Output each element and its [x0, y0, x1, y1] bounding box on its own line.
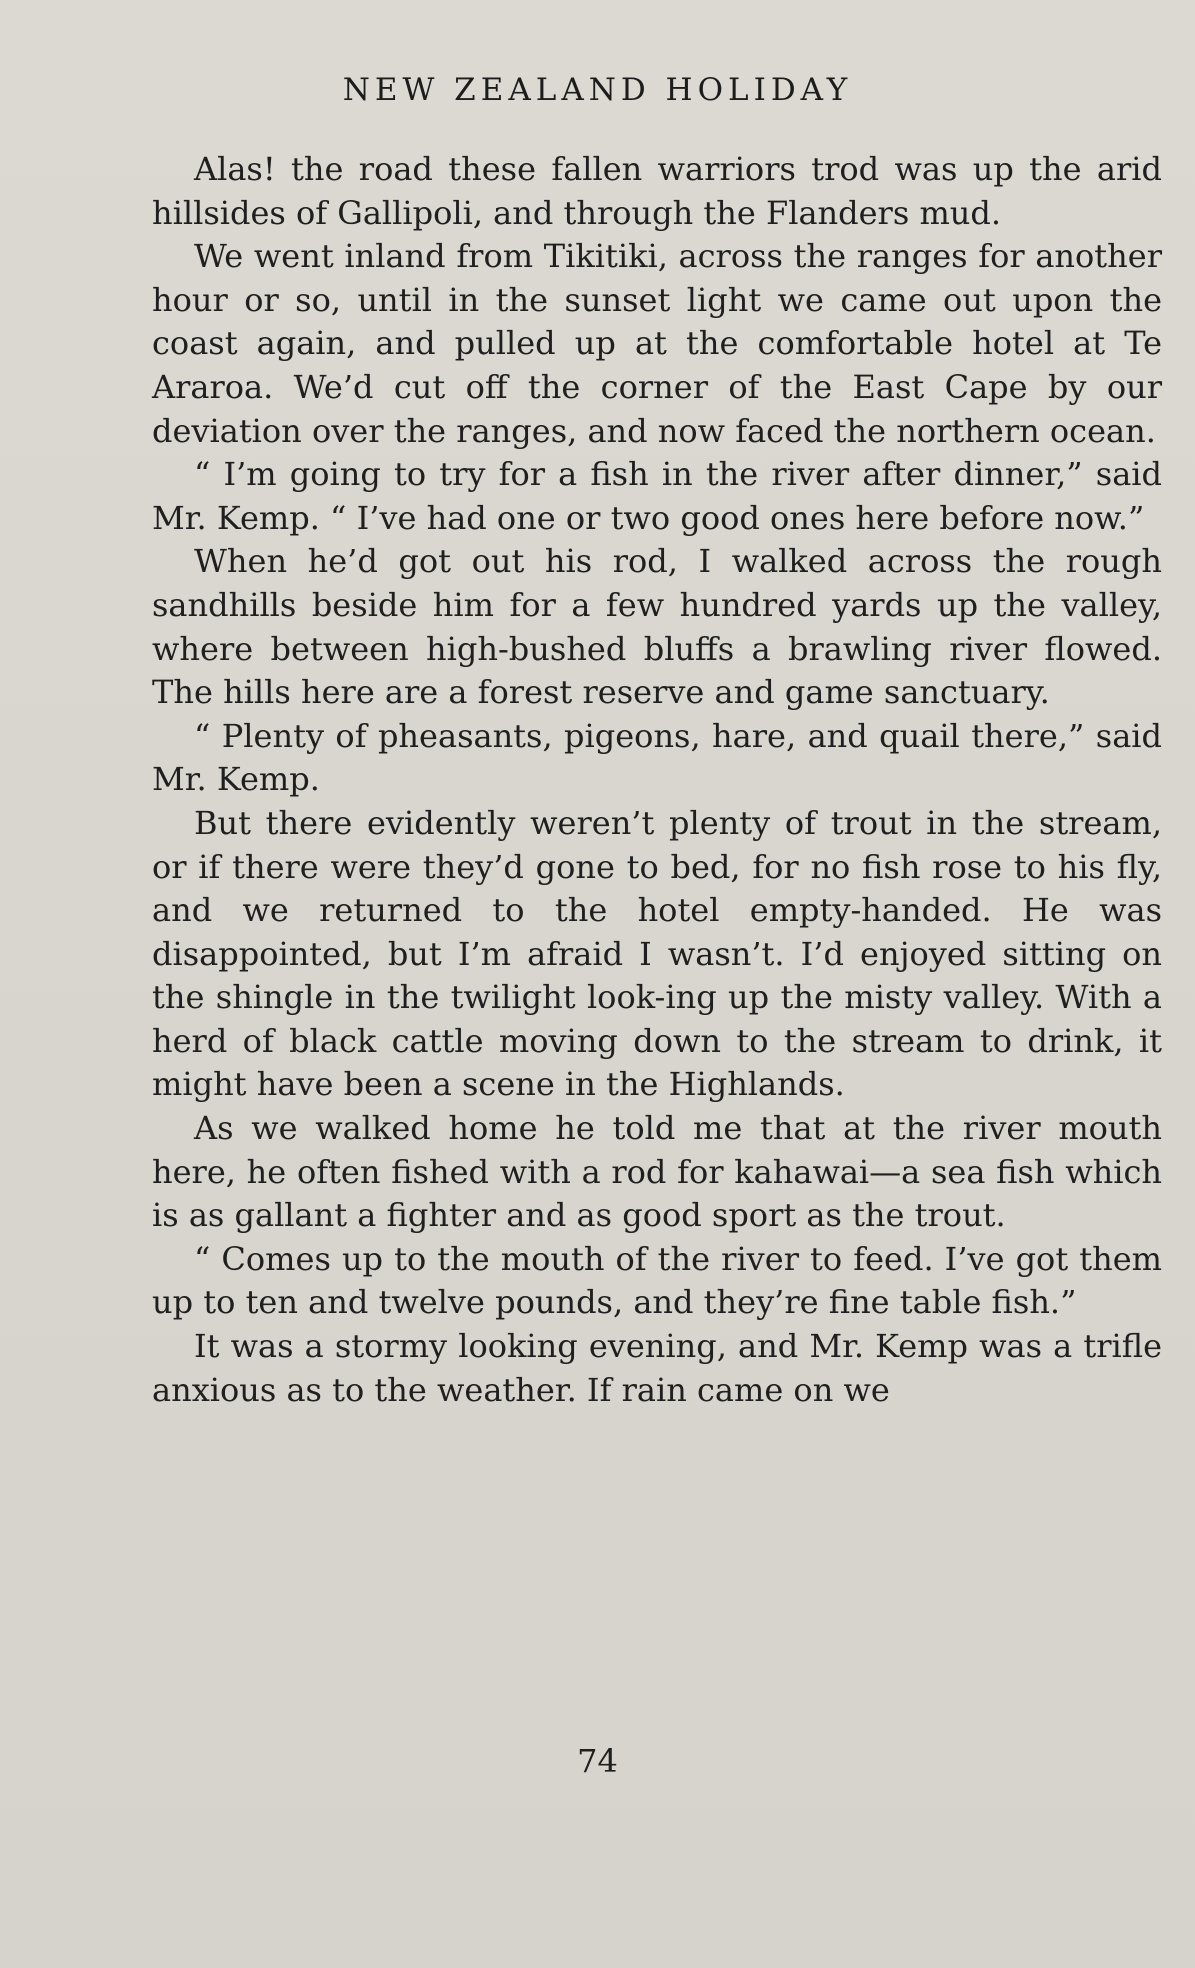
page-number: 74	[577, 1742, 618, 1780]
paragraph: It was a stormy looking evening, and Mr. Kemp was a trifle anxious as to the weather. If rain came on we	[152, 1327, 1162, 1409]
running-head: NEW ZEALAND HOLIDAY	[342, 72, 853, 108]
paragraph: Alas! the road these fallen warriors trod was up the arid hillsides of Gallipoli, and through the Flanders mud.	[152, 150, 1162, 232]
paragraph: When he’d got out his rod, I walked across the rough sandhills beside him for a few hundred yards up the valley, where between high-bushed bluffs a brawling river flowed. The hills here are a forest reserve and game sanctuary.	[152, 542, 1162, 712]
paragraph: “ Comes up to the mouth of the river to feed. I’ve got them up to ten and twelve pounds, and they’re fine table fish.”	[152, 1239, 1162, 1322]
paragraph: “ Plenty of pheasants, pigeons, hare, and quail there,” said Mr. Kemp.	[152, 716, 1162, 799]
page-body	[152, 148, 1162, 1412]
paragraph: “ I’m going to try for a fish in the river after dinner,” said Mr. Kemp. “ I’ve had one or two good ones here before now.”	[152, 455, 1162, 537]
paragraph: We went inland from Tikitiki, across the ranges for another hour or so, until in the sunset light we came out upon the coast again, and pulled up at the comfortable hotel at Te Araroa. We’d cut off the corner of the East Cape by our deviation over the ranges, and now faced the northern ocean.	[152, 237, 1162, 450]
paragraph: But there evidently weren’t plenty of trout in the stream, or if there were they’d gone to bed, for no fish rose to his fly, and we returned to the hotel empty-handed. He was disappointed, but I’m afraid I wasn’t. I’d enjoyed sitting on the shingle in the twilight look-ing up the misty valley. With a herd of black cattle moving down to the stream to drink, it might have been a scene in the Highlands.	[152, 803, 1162, 1104]
paragraph: As we walked home he told me that at the river mouth here, he often fished with a rod for kahawai—a sea fish which is as gallant a fighter and as good sport as the trout.	[152, 1109, 1162, 1235]
